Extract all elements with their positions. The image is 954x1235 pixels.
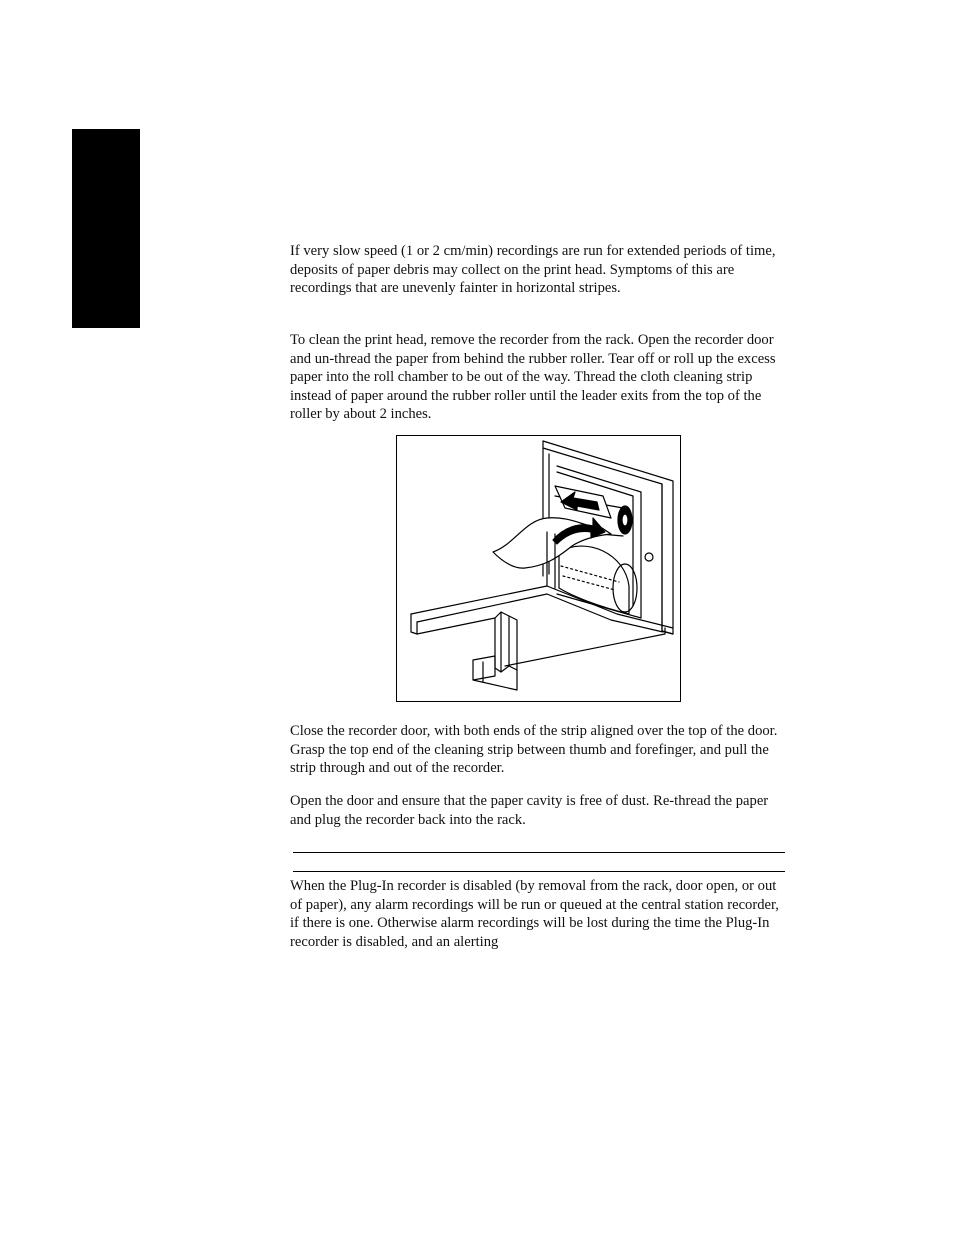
chapter-side-tab	[72, 129, 140, 328]
paragraph-rethread-paper: Open the door and ensure that the paper cavity is free of dust. Re-thread the paper and plug the recorder back into the rack.	[290, 793, 769, 828]
door-tray-front	[411, 614, 417, 634]
section-rule-bottom	[293, 871, 785, 872]
paragraph-recorder-disabled: When the Plug-In recorder is disabled (by removal from the rack, door open, or out of paper), any alarm recordings will be run or queued at the central station recorder, if there is one. Otherwise alarm recordings will be lost during the time the Plug-In recorder is disabled, and an alerting	[290, 878, 779, 950]
paragraph-close-door-pull-strip: Close the recorder door, with both ends of the strip aligned over the top of the door. Grasp the top end of the cleaning strip between thumb and forefinger, and pull the strip through and out of the recorder.	[290, 723, 778, 777]
recorder-cleaning-illustration	[396, 435, 681, 702]
section-rule-top	[293, 852, 785, 853]
paragraph-slow-speed-debris: If very slow speed (1 or 2 cm/min) recordings are run for extended periods of time, deposits of paper debris may collect on the print head. Symptoms of this are recordings that are unevenly fainter in horizontal stripes.	[290, 243, 776, 297]
paper-roll	[559, 546, 629, 614]
door-latch-foot	[473, 656, 517, 690]
housing-side-edge	[662, 484, 673, 634]
door-tray-bottom	[417, 618, 665, 666]
housing-side-knob	[645, 553, 653, 561]
recorder-illustration-svg	[397, 436, 680, 701]
paragraph-clean-print-head: To clean the print head, remove the recorder from the rack. Open the recorder door and un-thread the paper from behind the rubber roller. Tear off or roll up the excess paper into the roll chamber to be out of the way. Thread the cloth cleaning strip instead of paper around the rubber roller until the leader exits from the top of the roller by about 2 inches.	[290, 332, 776, 423]
door-tray-top	[411, 586, 673, 628]
door-latch-post	[495, 612, 509, 672]
